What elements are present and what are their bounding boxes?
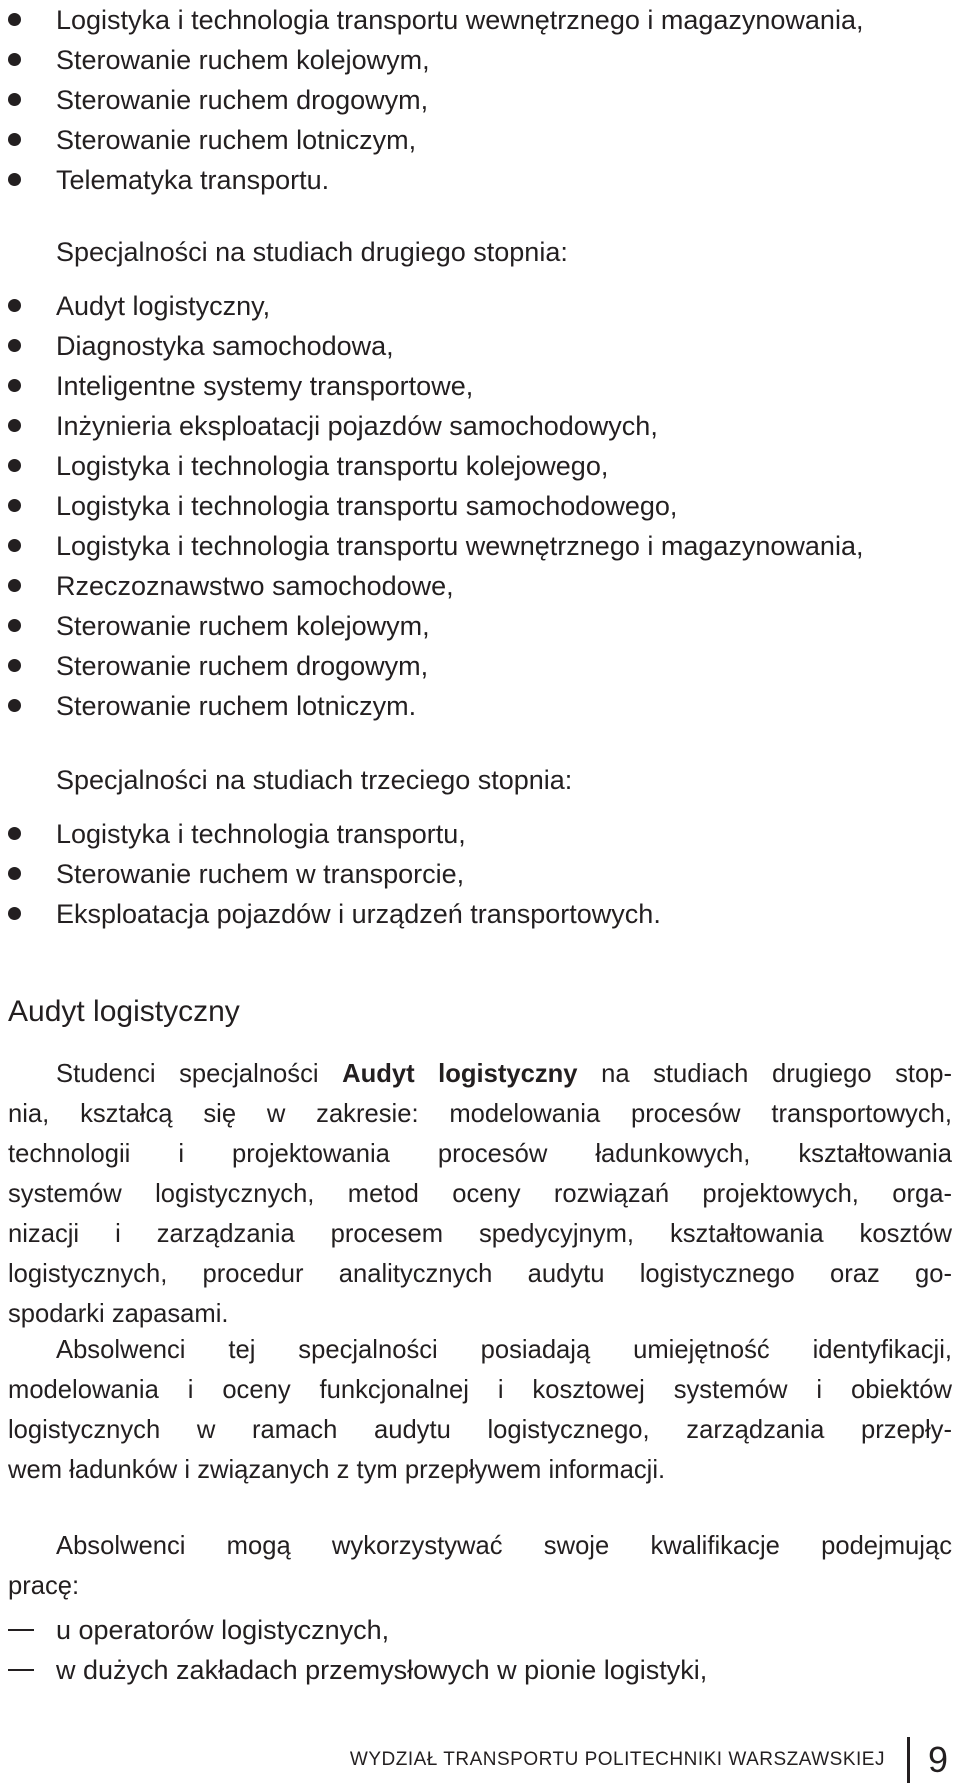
paragraph-description: [8, 1054, 952, 1334]
footer-divider: [907, 1737, 910, 1783]
bullet-icon: [8, 907, 21, 920]
dash-icon: [8, 1669, 34, 1671]
paragraph-line: Absolwenci tej specjalności posiadają umiejętność identyfikacji,: [56, 1336, 952, 1364]
list-item: Eksploatacja pojazdów i urządzeń transportowych.: [8, 894, 948, 934]
bullet-icon: [8, 379, 21, 392]
paragraph-line: logistycznych, procedur analitycznych audytu logistycznego oraz go-: [8, 1260, 952, 1288]
list-item: Sterowanie ruchem kolejowym,: [8, 40, 948, 80]
paragraph-line: nizacji i zarządzania procesem spedycyjnym, kształtowania kosztów: [8, 1220, 952, 1248]
specialization-list-third-degree: [8, 814, 948, 934]
dash-icon: [8, 1629, 34, 1631]
section-title: Audyt logistyczny: [8, 995, 240, 1028]
bullet-icon: [8, 579, 21, 592]
paragraph-line: pracę:: [8, 1572, 80, 1600]
list-item: Sterowanie ruchem kolejowym,: [8, 606, 948, 646]
list-item: Diagnostyka samochodowa,: [8, 326, 948, 366]
emphasis-text: Audyt logistyczny: [342, 1060, 578, 1088]
paragraph-line: logistycznych w ramach audytu logistycznego, zarządzania przepły-: [8, 1416, 952, 1444]
page-footer: [350, 1735, 948, 1785]
bullet-icon: [8, 299, 21, 312]
list-item: Sterowanie ruchem lotniczym.: [8, 686, 948, 726]
paragraph-line: modelowania i oceny funkcjonalnej i kosztowej systemów i obiektów: [8, 1376, 952, 1404]
bullet-icon: [8, 827, 21, 840]
specialization-list-first-degree: [8, 0, 948, 200]
list-item: Sterowanie ruchem w transporcie,: [8, 854, 948, 894]
bullet-icon: [8, 339, 21, 352]
footer-faculty-name: WYDZIAŁ TRANSPORTU POLITECHNIKI WARSZAWSKIEJ: [349, 1749, 885, 1770]
paragraph-line: nia, kształcą się w zakresie: modelowania procesów transportowych,: [8, 1100, 952, 1128]
bullet-icon: [8, 539, 21, 552]
list-item: Inteligentne systemy transportowe,: [8, 366, 948, 406]
list-item: Telematyka transportu.: [8, 160, 948, 200]
third-degree-heading: Specjalności na studiach trzeciego stopnia:: [56, 765, 573, 795]
paragraph-line: spodarki zapasami.: [8, 1300, 229, 1328]
list-item: Inżynieria eksploatacji pojazdów samochodowych,: [8, 406, 948, 446]
paragraph-graduates-careers: [8, 1526, 952, 1606]
bullet-icon: [8, 53, 21, 66]
bullet-icon: [8, 867, 21, 880]
paragraph-line: Absolwenci mogą wykorzystywać swoje kwalifikacje podejmując: [56, 1532, 952, 1560]
paragraph-line: wem ładunków i związanych z tym przepływem informacji.: [8, 1456, 666, 1484]
list-item: u operatorów logistycznych,: [8, 1610, 948, 1650]
paragraph-line: technologii i projektowania procesów ładunkowych, kształtowania: [8, 1140, 952, 1168]
bullet-icon: [8, 459, 21, 472]
bullet-icon: [8, 133, 21, 146]
list-item: Logistyka i technologia transportu wewnętrznego i magazynowania,: [8, 0, 948, 40]
paragraph-line: Studenci specjalności Audyt logistyczny na studiach drugiego stop-: [56, 1060, 953, 1088]
list-item: Sterowanie ruchem drogowym,: [8, 646, 948, 686]
paragraph-line: systemów logistycznych, metod oceny rozwiązań projektowych, orga-: [8, 1180, 952, 1208]
bullet-icon: [8, 499, 21, 512]
bullet-icon: [8, 13, 21, 26]
bullet-icon: [8, 699, 21, 712]
bullet-icon: [8, 173, 21, 186]
list-item: Rzeczoznawstwo samochodowe,: [8, 566, 948, 606]
list-item: Sterowanie ruchem lotniczym,: [8, 120, 948, 160]
list-item: Audyt logistyczny,: [8, 286, 948, 326]
specialization-list-second-degree: [8, 286, 948, 726]
list-item: Logistyka i technologia transportu samochodowego,: [8, 486, 948, 526]
list-item: Logistyka i technologia transportu,: [8, 814, 948, 854]
bullet-icon: [8, 93, 21, 106]
list-item: Logistyka i technologia transportu wewnętrznego i magazynowania,: [8, 526, 948, 566]
list-item: Sterowanie ruchem drogowym,: [8, 80, 948, 120]
list-item: w dużych zakładach przemysłowych w pionie logistyki,: [8, 1650, 948, 1690]
bullet-icon: [8, 619, 21, 632]
second-degree-heading: Specjalności na studiach drugiego stopnia:: [56, 237, 568, 267]
page-number: 9: [927, 1739, 948, 1780]
bullet-icon: [8, 659, 21, 672]
paragraph-graduates-skills: [8, 1330, 952, 1490]
list-item: Logistyka i technologia transportu kolejowego,: [8, 446, 948, 486]
bullet-icon: [8, 419, 21, 432]
career-list: [8, 1610, 948, 1690]
